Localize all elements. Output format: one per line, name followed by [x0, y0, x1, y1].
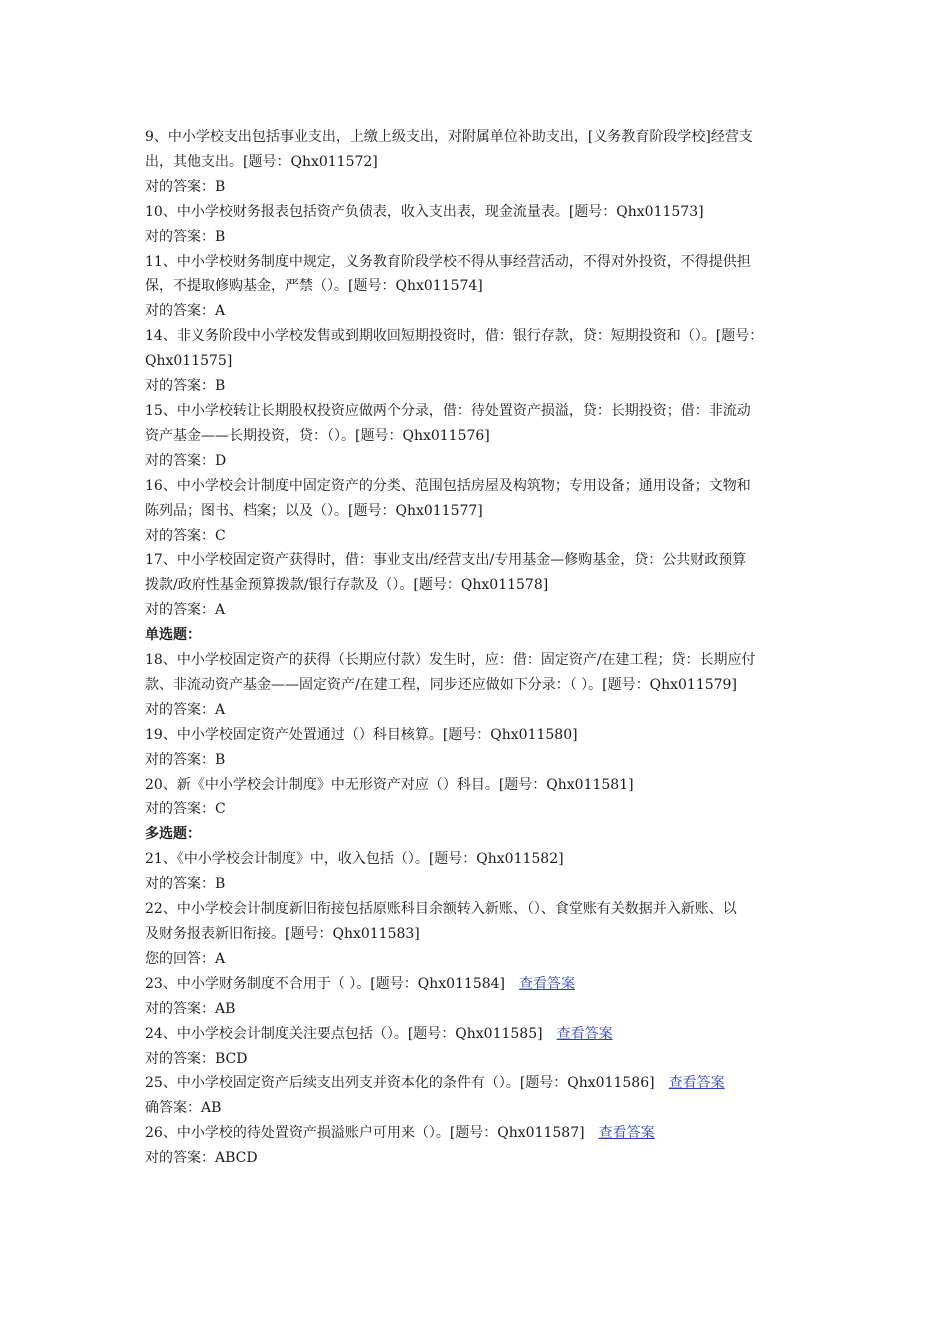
view-answer-link[interactable]: 查看答案	[668, 1075, 725, 1092]
answer-line: 对的答案：ABCD	[145, 1150, 258, 1167]
answer-line: 确答案：AB	[145, 1100, 222, 1117]
question-text: 24、中小学校会计制度关注要点包括（）。[题号：Qhx011585]	[145, 1025, 543, 1042]
question-line	[145, 773, 825, 798]
answer-line: 对的答案：B	[145, 751, 226, 768]
question-line	[145, 499, 825, 524]
view-answer-link[interactable]: 查看答案	[556, 1025, 613, 1042]
answer-line: 对的答案：A	[145, 602, 226, 619]
question-text: 15、中小学校转让长期股权投资应做两个分录，借：待处置资产损溢，贷：长期投资；借：非流动	[145, 402, 751, 419]
question-line	[145, 424, 825, 449]
question-text: 18、中小学校固定资产的获得（长期应付款）发生时，应：借：固定资产/在建工程；贷：长期应付	[145, 652, 756, 669]
question-line	[145, 847, 825, 872]
question-line	[145, 922, 825, 947]
question-line	[145, 972, 825, 997]
answer-line: 对的答案：D	[145, 452, 227, 469]
question-text: 26、中小学校的待处置资产损溢账户可用来（）。[题号：Qhx011587]	[145, 1125, 585, 1142]
question-text: 陈列品；图书、档案；以及（）。[题号：Qhx011577]	[145, 502, 483, 519]
answer-line: 对的答案：A	[145, 701, 226, 718]
question-text: 16、中小学校会计制度中固定资产的分类、范围包括房屋及构筑物；专用设备；通用设备；文物和	[145, 477, 751, 494]
question-text: 25、中小学校固定资产后续支出列支并资本化的条件有（）。[题号：Qhx011586]	[145, 1075, 655, 1092]
question-line	[145, 324, 825, 349]
question-text: 11、中小学校财务制度中规定，义务教育阶段学校不得从事经营活动，不得对外投资，不得提供担	[145, 253, 751, 270]
question-text: 资产基金——长期投资，贷：（）。[题号：Qhx011576]	[145, 427, 490, 444]
question-text: 及财务报表新旧衔接。[题号：Qhx011583]	[145, 926, 420, 942]
answer-line: 对的答案：C	[145, 527, 226, 544]
question-line	[145, 548, 825, 573]
question-line	[145, 399, 825, 424]
question-text: 拨款/政府性基金预算拨款/银行存款及（）。[题号：Qhx011578]	[145, 577, 549, 594]
question-line	[145, 200, 825, 225]
question-text: 保，不提取修购基金，严禁（）。[题号：Qhx011574]	[145, 278, 483, 295]
answer-line: 对的答案：C	[145, 801, 226, 818]
question-text: 19、中小学校固定资产处置通过（）科目核算。[题号：Qhx011580]	[145, 726, 578, 743]
question-text: 10、中小学校财务报表包括资产负债表，收入支出表，现金流量表。[题号：Qhx011573]	[145, 203, 704, 220]
question-line	[145, 274, 825, 299]
question-text: 9、中小学校支出包括事业支出，上缴上级支出，对附属单位补助支出，[义务教育阶段学校]经营支	[145, 129, 753, 145]
question-text: Qhx011575]	[145, 353, 233, 370]
question-line	[145, 648, 825, 673]
question-line	[145, 150, 825, 175]
question-text: 款、非流动资产基金——固定资产/在建工程，同步还应做如下分录：（ ）。[题号：Qhx011579]	[145, 676, 737, 693]
answer-line: 对的答案：B	[145, 378, 226, 395]
answer-line: 对的答案：B	[145, 178, 226, 195]
answer-line: 对的答案：A	[145, 303, 226, 320]
answer-line: 对的答案：AB	[145, 1000, 236, 1017]
answer-line: 对的答案：B	[145, 876, 226, 893]
question-text: 17、中小学校固定资产获得时，借：事业支出/经营支出/专用基金—修购基金，贷：公共财政预算	[145, 552, 747, 569]
question-line	[145, 673, 825, 698]
section-heading: 多选题：	[145, 826, 201, 843]
question-line	[145, 1071, 825, 1096]
question-text: 21、《中小学校会计制度》中，收入包括（）。[题号：Qhx011582]	[145, 851, 564, 868]
question-line	[145, 723, 825, 748]
question-line	[145, 250, 825, 275]
question-text: 23、中小学财务制度不合用于（ ）。[题号：Qhx011584]	[145, 975, 506, 992]
question-line	[145, 474, 825, 499]
question-text: 出，其他支出。[题号：Qhx011572]	[145, 153, 378, 170]
question-line	[145, 125, 825, 150]
question-line	[145, 1022, 825, 1047]
question-line	[145, 1121, 825, 1146]
question-text: 20、新《中小学校会计制度》中无形资产对应（）科目。[题号：Qhx011581]	[145, 776, 634, 793]
document-body	[145, 125, 825, 1171]
section-heading: 单选题：	[145, 627, 201, 644]
answer-line: 您的回答：A	[145, 950, 226, 967]
question-text: 14、非义务阶段中小学校发售或到期收回短期投资时，借：银行存款，贷：短期投资和（）。[题号：	[145, 328, 764, 345]
view-answer-link[interactable]: 查看答案	[598, 1125, 655, 1142]
question-line	[145, 897, 825, 922]
question-line	[145, 573, 825, 598]
answer-line: 对的答案：B	[145, 228, 226, 245]
question-text: 22、中小学校会计制度新旧衔接包括原账科目余额转入新账、（）、食堂账有关数据并入新账、以	[145, 901, 737, 918]
view-answer-link[interactable]: 查看答案	[519, 975, 576, 992]
answer-line: 对的答案：BCD	[145, 1050, 248, 1067]
question-line	[145, 349, 825, 374]
